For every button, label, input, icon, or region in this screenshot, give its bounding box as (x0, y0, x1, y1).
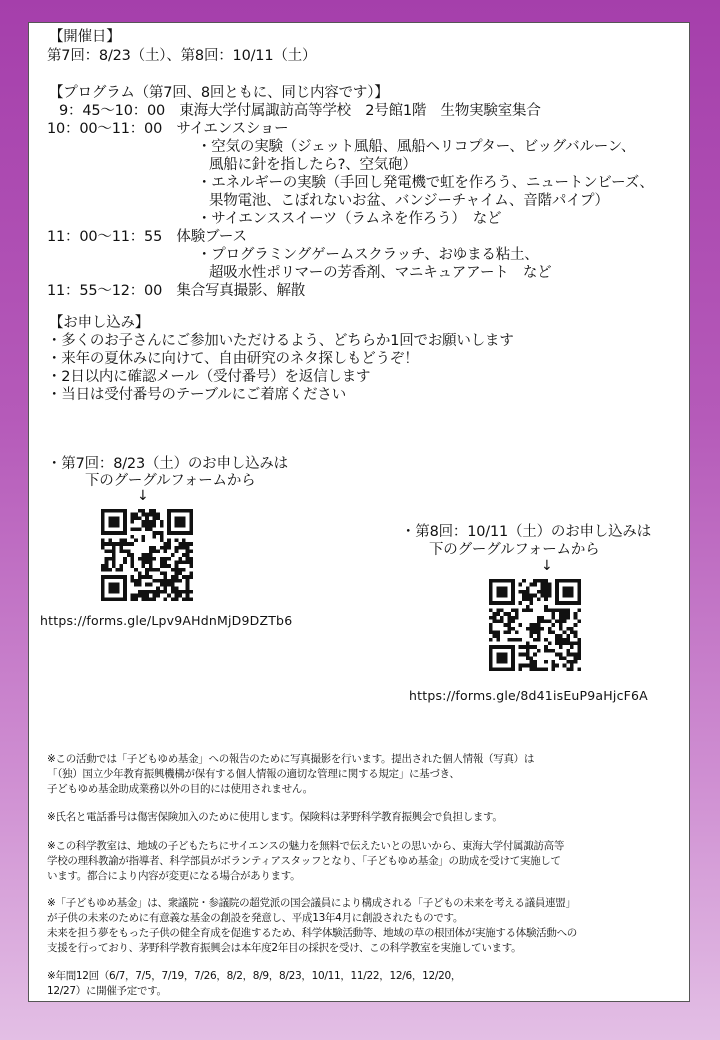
program-line: 果物電池、こぼれないお盆、バンジーチャイム、音階パイプ） (209, 193, 609, 209)
application-line: ・来年の夏休みに向けて、自由研究のネタ探しもどうぞ！ (47, 351, 419, 367)
program-line: 風船に針を指したら?、空気砲） (209, 157, 417, 173)
note-line: 支援を行っており、茅野科学教育振興会は本年度2年目の採択を受け、この科学教室を実施しています。 (47, 942, 522, 954)
qr-finder-pattern (101, 509, 127, 535)
note-line: 学校の理科教諭が指導者、科学部員がボランティアスタッフとなり、「子どもゆめ基金」の助成を受けて実施して (47, 855, 561, 867)
program-line: ・プログラミングゲームスクラッチ、おゆまる粘土、 (197, 247, 539, 263)
note-line: ※この活動では「子どもゆめ基金」への報告のために写真撮影を行います。提出された個人情報（写真）は (47, 753, 535, 765)
form8-instruction: ・第8回：10/11（土）のお申し込みは (401, 524, 652, 540)
schedule-heading: 【開催日】 (49, 29, 121, 45)
program-line: ・サイエンススイーツ（ラムネを作ろう） など (197, 211, 502, 227)
application-line: ・2日以内に確認メール（受付番号）を返信します (47, 369, 371, 385)
form7-instruction-sub: 下のグーグルフォームから (85, 473, 256, 489)
program-line: 9：45〜10：00 東海大学付属諏訪高等学校 2号館1階 生物実験室集合 (59, 103, 541, 119)
qr-finder-pattern (489, 579, 515, 605)
flyer-sheet (28, 22, 690, 1002)
qr-finder-pattern (489, 645, 515, 671)
program-line: 10：00〜11：00 サイエンスショー (47, 121, 289, 137)
form7-url-link[interactable]: https://forms.gle/Lpv9AHdnMjD9DZTb6 (40, 613, 293, 628)
note-line: 「（独）国立少年教育振興機構が保有する個人情報の適切な管理に関する規定」に基づき、 (47, 768, 460, 780)
note-line: 未来を担う夢をもった子供の健全育成を促進するため、科学体験活動等、地域の草の根団体が実施する体験活動への (47, 927, 577, 939)
note-line: ※「子どもゆめ基金」は、衆議院・参議院の超党派の国会議員により構成される「子どもの未来を考える議員連盟」 (47, 897, 576, 909)
form8-instruction-sub: 下のグーグルフォームから (429, 542, 600, 558)
note-line: います。都合により内容が変更になる場合があります。 (47, 870, 301, 882)
program-line: 11：00〜11：55 体験ブース (47, 229, 247, 245)
form7-arrow-icon: ↓ (137, 488, 149, 504)
note-line: ※年間12回（6/7，7/5，7/19，7/26，8/2，8/9，8/23，10/11，11/22，12/6，12/20， (47, 970, 462, 982)
qr-finder-pattern (101, 575, 127, 601)
note-line: 12/27）に開催予定です。 (47, 985, 167, 997)
program-line: 11：55〜12：00 集合写真撮影、解散 (47, 283, 306, 299)
program-heading: 【プログラム（第7回、8回ともに、同じ内容です）】 (49, 85, 389, 101)
form8-arrow-icon: ↓ (541, 558, 553, 574)
form7-qr-code[interactable] (101, 509, 193, 601)
application-line: ・多くのお子さんにご参加いただけるよう、どちらか1回でお願いします (47, 333, 514, 349)
schedule-dates: 第7回：8/23（土）、第8回：10/11（土） (47, 48, 317, 64)
form8-url-link[interactable]: https://forms.gle/8d41isEuP9aHjcF6A (409, 688, 648, 703)
form8-qr-code[interactable] (489, 579, 581, 671)
note-line: が子供の未来のために有意義な基金の創設を発意し、平成13年4月に創設されたものです。 (47, 912, 464, 924)
note-line: 子どもゆめ基金助成業務以外の目的には使用されません。 (47, 783, 313, 795)
program-line: ・空気の実験（ジェット風船、風船ヘリコプター、ビッグバルーン、 (197, 139, 636, 155)
application-heading: 【お申し込み】 (49, 315, 150, 331)
form7-instruction: ・第7回：8/23（土）のお申し込みは (47, 456, 288, 472)
program-line: 超吸水性ポリマーの芳香剤、マニキュアアート など (209, 265, 552, 281)
note-line: ※この科学教室は、地域の子どもたちにサイエンスの魅力を無料で伝えたいとの思いから、東海大学付属諏訪高等 (47, 840, 565, 852)
qr-finder-pattern (167, 509, 193, 535)
application-line: ・当日は受付番号のテーブルにご着席ください (47, 387, 346, 403)
note-line: ※氏名と電話番号は傷害保険加入のために使用します。保険料は茅野科学教育振興会で負担します。 (47, 811, 503, 823)
qr-finder-pattern (555, 579, 581, 605)
program-line: ・エネルギーの実験（手回し発電機で虹を作ろう、ニュートンビーズ、 (197, 175, 654, 191)
